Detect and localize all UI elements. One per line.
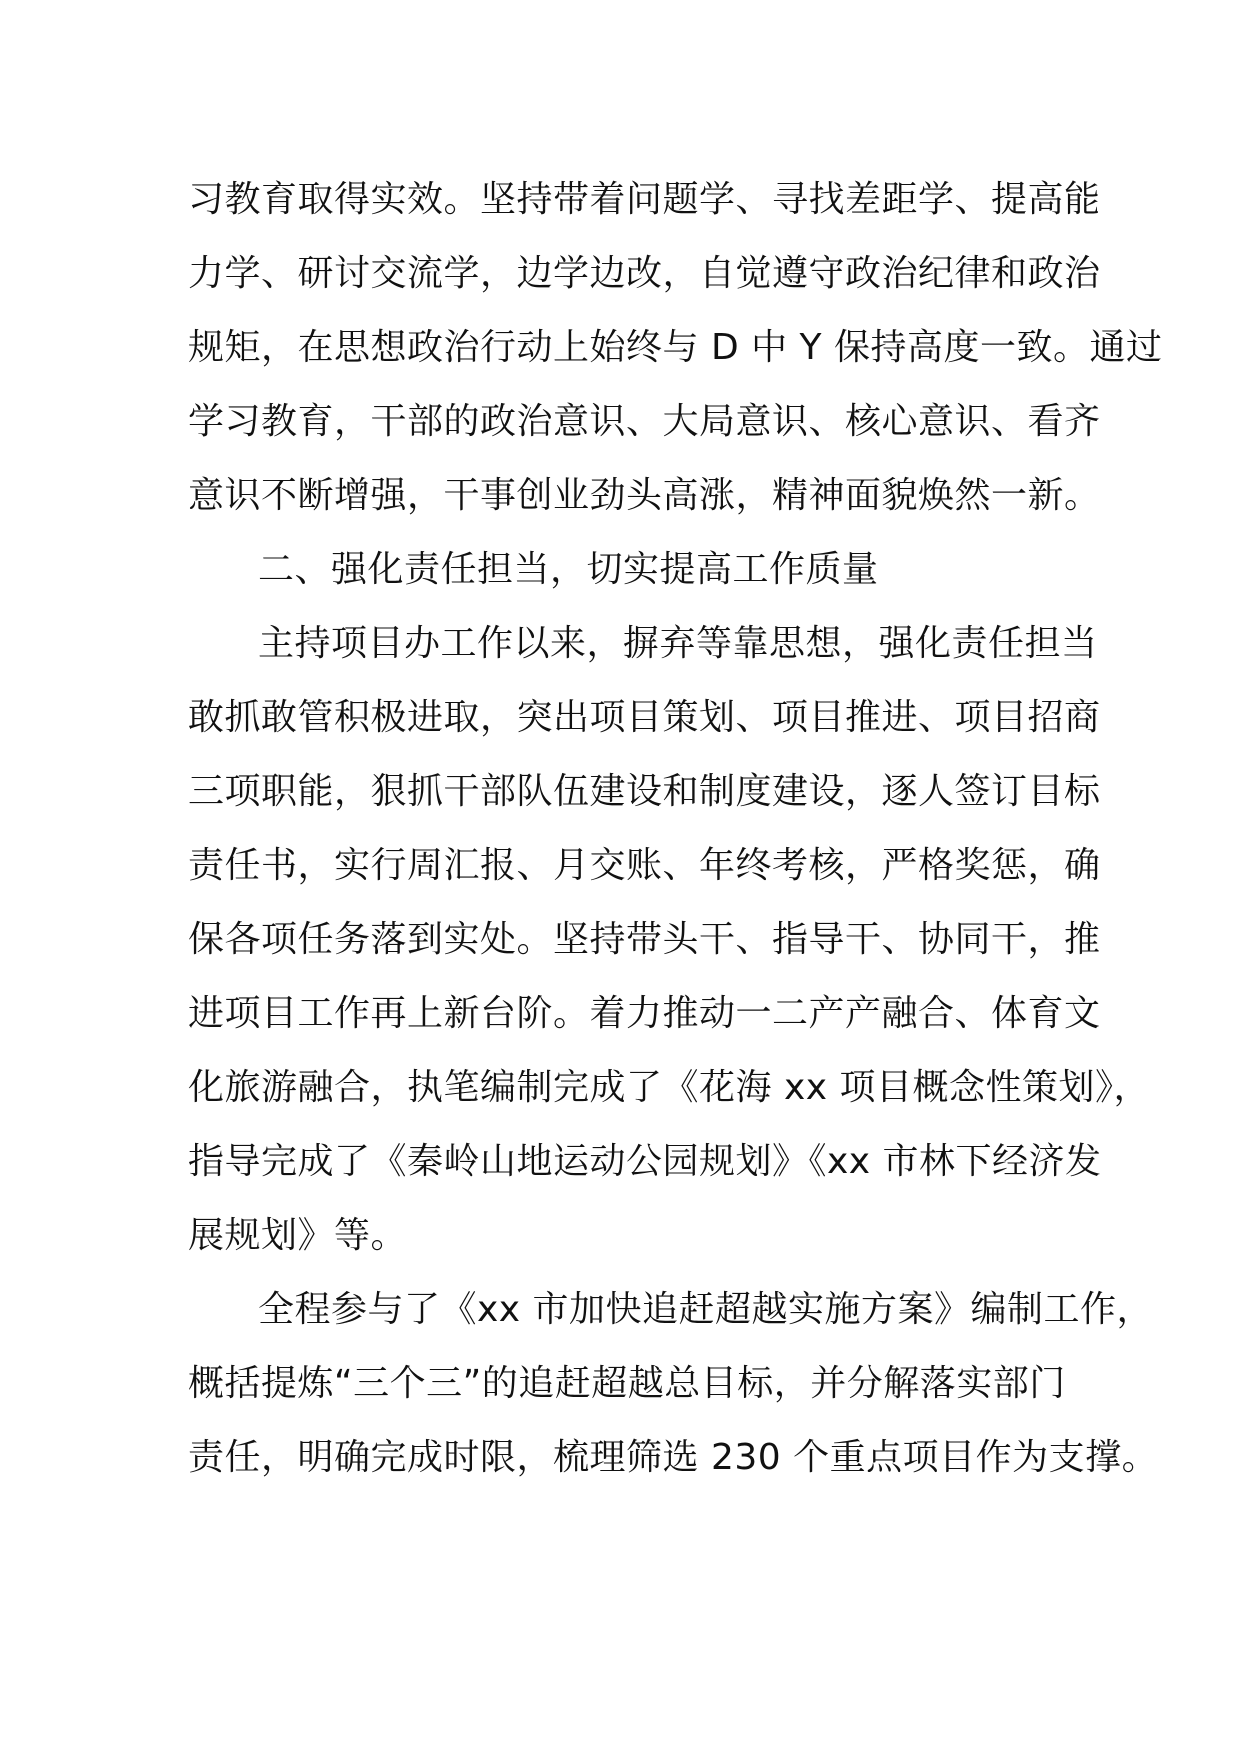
paragraph-line: 三项职能，狠抓干部队伍建设和制度建设，逐人签订目标 (188, 771, 1101, 812)
paragraph-line: 责任，明确完成时限，梳理筛选 230 个重点项目作为支撑。 (188, 1437, 1159, 1478)
paragraph-line: 力学、研讨交流学，边学边改，自觉遵守政治纪律和政治 (188, 253, 1101, 294)
paragraph-line: 指导完成了《秦岭山地运动公园规划》《xx 市林下经济发 (188, 1141, 1102, 1182)
document-body (188, 163, 1163, 1495)
paragraph-line: 展规划》等。 (188, 1215, 408, 1256)
heading-text: 二、强化责任担当，切实提高工作质量 (258, 549, 879, 590)
paragraph-line: 规矩，在思想政治行动上始终与 D 中 Y 保持高度一致。通过 (188, 327, 1163, 368)
paragraph-line: 敢抓敢管积极进取，突出项目策划、项目推进、项目招商 (188, 697, 1101, 738)
paragraph-line: 概括提炼“三个三”的追赶超越总目标，并分解落实部门 (188, 1363, 1066, 1404)
paragraph-line: 责任书，实行周汇报、月交账、年终考核，严格奖惩，确 (188, 845, 1101, 886)
paragraph (188, 1273, 1159, 1495)
paragraph-line: 进项目工作再上新台阶。着力推动一二产产融合、体育文 (188, 993, 1101, 1034)
paragraph-line: 学习教育，干部的政治意识、大局意识、核心意识、看齐 (188, 401, 1101, 442)
section-heading (188, 533, 1068, 607)
paragraph (188, 607, 1150, 1273)
paragraph-line: 全程参与了《xx 市加快追赶超越实施方案》编制工作， (258, 1289, 1154, 1330)
paragraph (188, 163, 1163, 533)
paragraph-line: 化旅游融合，执笔编制完成了《花海 xx 项目概念性策划》， (188, 1067, 1150, 1108)
paragraph-line: 意识不断增强，干事创业劲头高涨，精神面貌焕然一新。 (188, 475, 1101, 516)
paragraph-line: 主持项目办工作以来，摒弃等靠思想，强化责任担当 (258, 623, 1098, 664)
paragraph-line: 保各项任务落到实处。坚持带头干、指导干、协同干，推 (188, 919, 1101, 960)
paragraph-line: 习教育取得实效。坚持带着问题学、寻找差距学、提高能 (188, 179, 1101, 220)
